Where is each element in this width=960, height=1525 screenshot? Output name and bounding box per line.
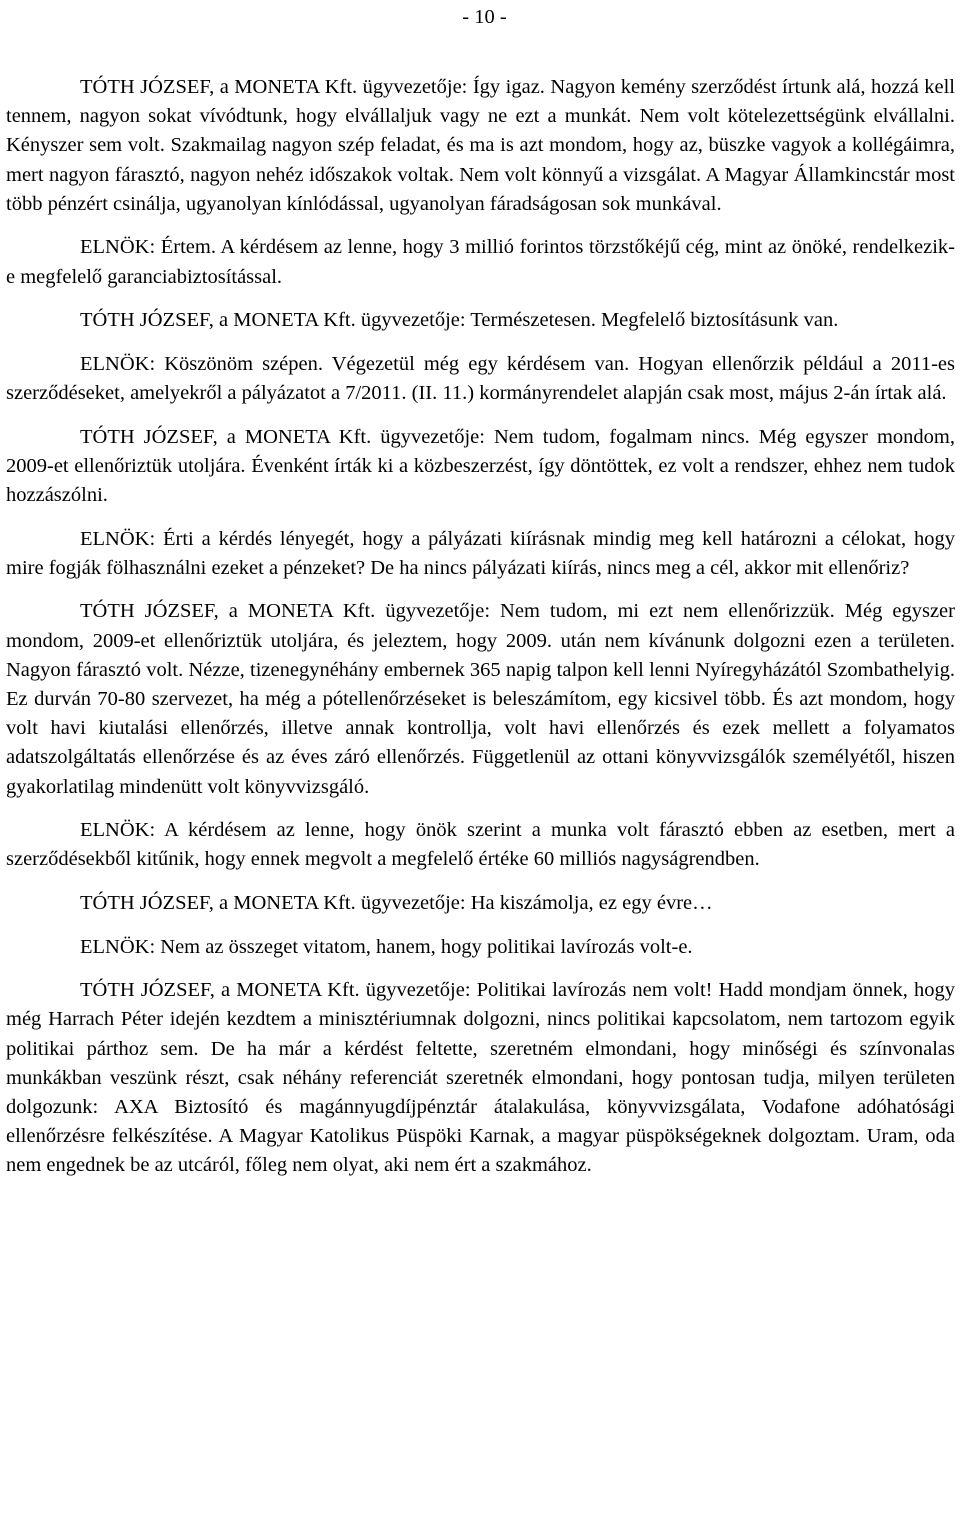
paragraph: ELNÖK: Érti a kérdés lényegét, hogy a pályázati kiírásnak mindig meg kell határozni a célokat, hogy mire fogják fölhasználni ezeket a pénzeket? De ha nincs pályázati kiírás, nincs meg a cél, akkor mit ellenőriz? — [6, 527, 955, 579]
paragraph: ELNÖK: Értem. A kérdésem az lenne, hogy 3 millió forintos törzstőkéjű cég, mint az önöké, rendelkezik-e megfelelő garanciabiztosítással. — [6, 236, 955, 288]
page-number: - 10 - — [462, 6, 507, 28]
paragraph: TÓTH JÓZSEF, a MONETA Kft. ügyvezetője: Nem tudom, fogalmam nincs. Még egyszer mondom, 2009-et ellenőriztük utoljára. Évenként írták ki a közbeszerzést, így döntöttek, ez volt a rendszer, ehhez nem tudok hozzászólni. — [6, 425, 955, 506]
paragraph: TÓTH JÓZSEF, a MONETA Kft. ügyvezetője: Politikai lavírozás nem volt! Hadd mondjam önnek, hogy még Harrach Péter idején kezdtem a minisztériumnak dolgozni, nincs politikai kapcsolatom, nem tartozom egyik politikai párthoz sem. De ha már a kérdést feltette, szeretném elmondani, hogy minőségi és színvonalas munkákban veszünk részt, csak néhány referenciát szeretnék elmondani, hogy pontosan tudja, milyen területen dolgozunk: AXA Biztosító és magánnyugdíjpénztár átalakulása, könyvvizsgálata, Vodafone adóhatósági ellenőrzésre felkészítése. A Magyar Katolikus Püspöki Karnak, a magyar püspökségeknek dolgoztam. Uram, oda nem engednek be az utcáról, főleg nem olyat, aki nem ért a szakmához. — [6, 979, 955, 1177]
paragraph: TÓTH JÓZSEF, a MONETA Kft. ügyvezetője: Így igaz. Nagyon kemény szerződést írtunk alá, hozzá kell tennem, nagyon sokat vívódtunk, hogy elvállaljuk vagy ne ezt a munkát. Nem volt kötelezettségünk elvállalni. Kényszer sem volt. Szakmailag nagyon szép feladat, és ma is azt mondom, hogy az, büszke vagyok a kollégáimra, mert nagyon fárasztó, nagyon nehéz időszakok voltak. Nem volt könnyű a vizsgálat. A Magyar Államkincstár most több pénzért csinálja, ugyanolyan kínlódással, ugyanolyan fáradságosan sok munkával. — [6, 76, 955, 215]
paragraph: TÓTH JÓZSEF, a MONETA Kft. ügyvezetője: Nem tudom, mi ezt nem ellenőrizzük. Még egyszer mondom, 2009-et ellenőriztük utoljára, és jeleztem, hogy 2009. után nem kívánunk dolgozni ezen a területen. Nagyon fárasztó volt. Nézze, tizenegynéhány embernek 365 napig talpon kell lenni Nyíregyházától Szombathelyig. Ez durván 70-80 szervezet, ha még a pótellenőrzéseket is beleszámítom, egy kicsivel több. És azt mondom, hogy volt havi kiutalási ellenőrzés, illetve annak kontrollja, volt havi ellenőrzés és ezek mellett a folyamatos adatszolgáltatás ellenőrzése és az éves záró ellenőrzés. Függetlenül az ottani könyvvizsgálók személyétől, hiszen gyakorlatilag mindenütt volt könyvvizsgáló. — [6, 600, 955, 798]
document-page — [6, 0, 955, 1195]
paragraph: TÓTH JÓZSEF, a MONETA Kft. ügyvezetője: Természetesen. Megfelelő biztosításunk van. — [80, 309, 839, 332]
paragraph: ELNÖK: A kérdésem az lenne, hogy önök szerint a munka volt fárasztó ebben az esetben, mert a szerződésekből kitűnik, hogy ennek megvolt a megfelelő értéke 60 milliós nagyságrendben. — [6, 819, 955, 871]
paragraph: TÓTH JÓZSEF, a MONETA Kft. ügyvezetője: Ha kiszámolja, ez egy évre… — [80, 892, 713, 914]
paragraph: ELNÖK: Köszönöm szépen. Végezetül még egy kérdésem van. Hogyan ellenőrzik például a 2011-es szerződéseket, amelyekről a pályázatot a 7/2011. (II. 11.) kormányrendelet alapján csak most, május 2-án írtak alá. — [6, 352, 955, 404]
paragraph: ELNÖK: Nem az összeget vitatom, hanem, hogy politikai lavírozás volt-e. — [80, 935, 693, 958]
